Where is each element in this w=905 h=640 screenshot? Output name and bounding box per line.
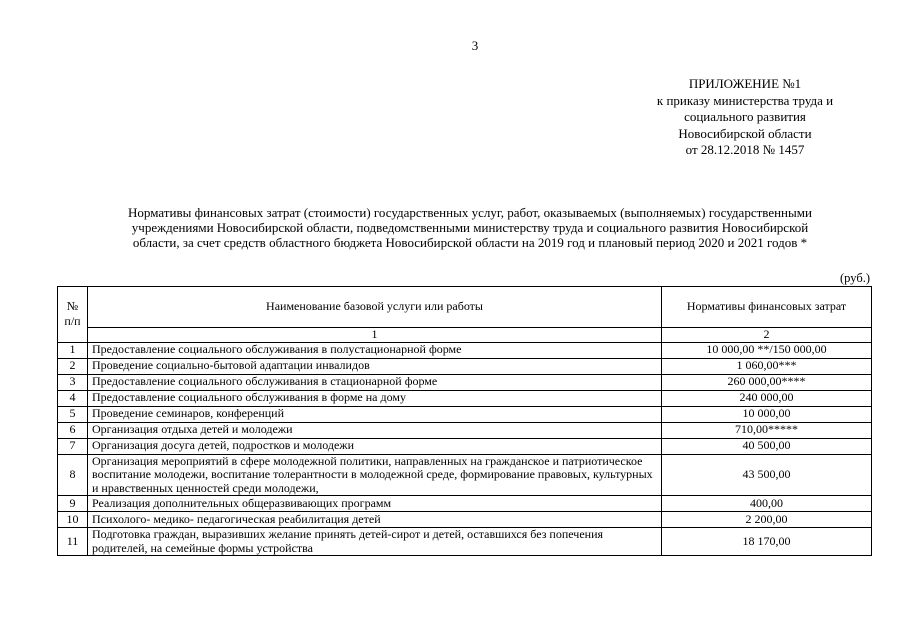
row-name: Организация мероприятий в сфере молодежной политики, направленных на гражданское и патриотическое воспитание молодежи, воспитание толерантности в молодежной среде, формирование правовых, культурных и нравственных ценностей среди молодежи, [88, 454, 662, 496]
row-number: 7 [58, 438, 88, 454]
row-number: 11 [58, 528, 88, 556]
appendix-line: ПРИЛОЖЕНИЕ №1 [688, 76, 802, 91]
row-value: 240 000,00 [662, 390, 872, 406]
table-row [58, 358, 872, 374]
row-name: Психолого- медико- педагогическая реабилитация детей [88, 512, 662, 528]
table-row [58, 422, 872, 438]
unit-label: (руб.) [840, 271, 870, 285]
row-number: 9 [58, 496, 88, 512]
row-value: 710,00***** [662, 422, 872, 438]
column-index-value: 2 [662, 328, 872, 343]
header-name: Наименование базовой услуги или работы [88, 287, 662, 328]
row-value: 260 000,00**** [662, 374, 872, 390]
row-name: Организация отдыха детей и молодежи [88, 422, 662, 438]
table-row [58, 496, 872, 512]
row-number: 1 [58, 342, 88, 358]
row-value: 10 000,00 **/150 000,00 [662, 342, 872, 358]
table-header-row [58, 287, 872, 328]
row-value: 10 000,00 [662, 406, 872, 422]
table-row [58, 528, 872, 556]
row-name: Подготовка граждан, выразивших желание принять детей-сирот и детей, оставшихся без попечения родителей, на семейные формы устройства [88, 528, 662, 556]
row-number: 10 [58, 512, 88, 528]
header-number [58, 287, 88, 343]
table-row [58, 390, 872, 406]
column-index-row [58, 328, 872, 343]
header-number-line1: № [66, 299, 79, 314]
header-number-line2: п/п [64, 314, 81, 329]
row-value: 18 170,00 [662, 528, 872, 556]
appendix-line: Новосибирской области [678, 125, 812, 141]
appendix-line: от 28.12.2018 № 1457 [685, 142, 805, 157]
row-number: 5 [58, 406, 88, 422]
row-value: 43 500,00 [662, 454, 872, 496]
table-row [58, 374, 872, 390]
row-number: 2 [58, 358, 88, 374]
table-row [58, 406, 872, 422]
appendix-line: к приказу министерства труда и [656, 92, 834, 108]
page-number: 3 [471, 38, 479, 53]
appendix-line: социального развития [684, 109, 806, 124]
title-line: Нормативы финансовых затрат (стоимости) государственных услуг, работ, оказываемых (выполняемых) государственными [128, 205, 812, 220]
title-line: учреждениями Новосибирской области, подведомственными министерству труда и социального развития Новосибирской [131, 220, 809, 235]
title-line: области, за счет средств областного бюджета Новосибирской области на 2019 год и плановый период 2020 и 2021 годов * [132, 235, 808, 250]
table-row [58, 512, 872, 528]
header-value: Нормативы финансовых затрат [662, 287, 872, 328]
row-name: Предоставление социального обслуживания в форме на дому [88, 390, 662, 406]
row-name: Организация досуга детей, подростков и молодежи [88, 438, 662, 454]
row-name: Проведение семинаров, конференций [88, 406, 662, 422]
table-row [58, 438, 872, 454]
table-row [58, 342, 872, 358]
row-value: 40 500,00 [662, 438, 872, 454]
table-row [58, 454, 872, 496]
row-value: 400,00 [662, 496, 872, 512]
column-index-name: 1 [88, 328, 662, 343]
appendix-block [620, 76, 870, 159]
row-number: 6 [58, 422, 88, 438]
row-name: Реализация дополнительных общеразвивающих программ [88, 496, 662, 512]
document-title [40, 205, 900, 250]
row-value: 2 200,00 [662, 512, 872, 528]
row-number: 4 [58, 390, 88, 406]
row-name: Проведение социально-бытовой адаптации инвалидов [88, 358, 662, 374]
row-value: 1 060,00*** [662, 358, 872, 374]
row-name: Предоставление социального обслуживания в стационарной форме [88, 374, 662, 390]
row-number: 3 [58, 374, 88, 390]
norms-table [57, 286, 872, 556]
row-name: Предоставление социального обслуживания в полустационарной форме [88, 342, 662, 358]
row-number: 8 [58, 454, 88, 496]
